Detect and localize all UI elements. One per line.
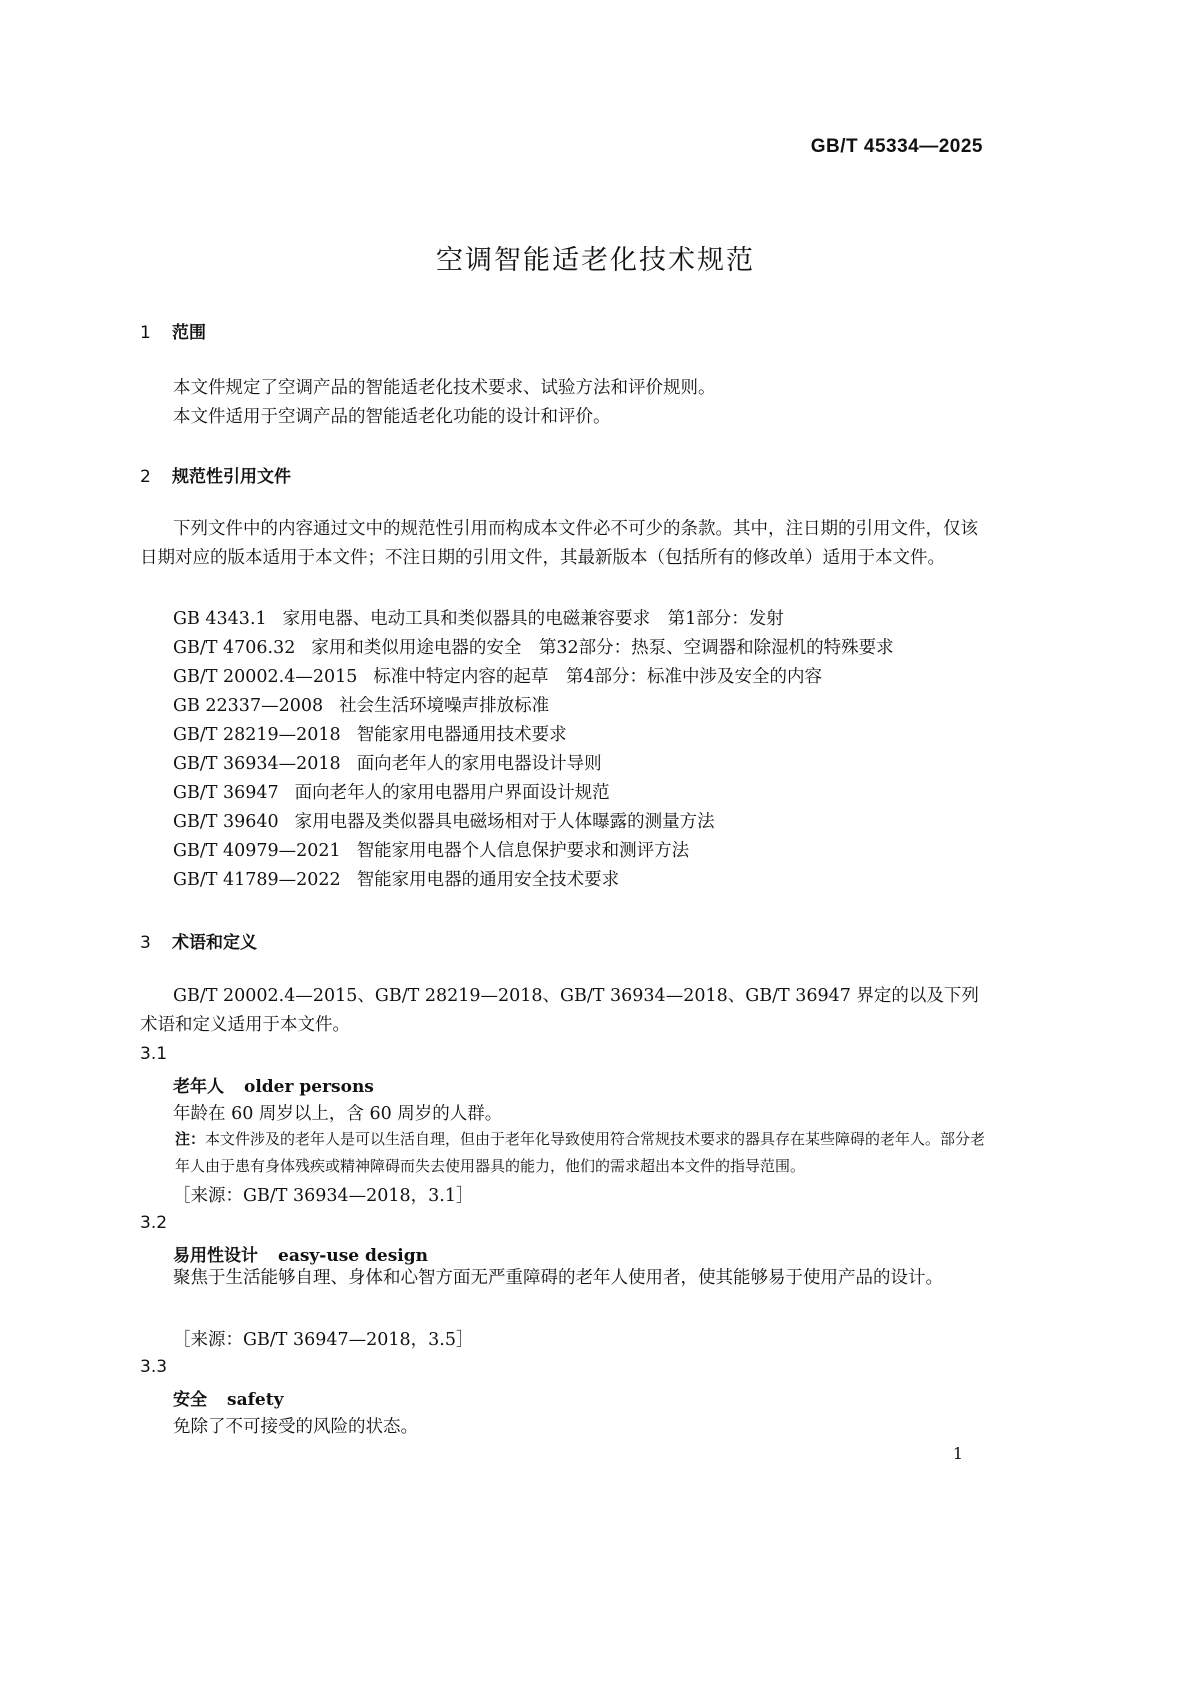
term-name-en: safety [227,1390,284,1410]
term-number: 3.2 [140,1213,168,1233]
section-number: 2 [140,467,151,487]
reference-code: GB/T 28219—2018 [173,725,341,745]
reference-code: GB/T 4706.32 [173,638,296,658]
reference-code: GB/T 41789—2022 [173,870,341,890]
term-name-en: older persons [244,1077,374,1097]
term-heading [173,1072,374,1097]
section-1-heading [140,318,206,343]
section-2-intro: 下列文件中的内容通过文中的规范性引用而构成本文件必不可少的条款。其中，注日期的引用文件，仅该日期对应的版本适用于本文件；不注日期的引用文件，其最新版本（包括所有的修改单）适用于本文件。 [140,519,978,568]
reference-item [173,779,610,804]
section-2-heading [140,462,291,487]
section-3-intro: GB/T 20002.4—2015、GB/T 28219—2018、GB/T 36934—2018、GB/T 36947 界定的以及下列术语和定义适用于本文件。 [140,986,979,1035]
section-title: 术语和定义 [172,933,257,953]
reference-item [173,808,715,833]
document-title: 空调智能适老化技术规范 [436,245,755,276]
section-number: 3 [140,933,151,953]
term-heading [173,1241,428,1266]
reference-title: 家用电器及类似器具电磁场相对于人体曝露的测量方法 [294,812,715,832]
standard-code: GB/T 45334—2025 [810,136,983,157]
reference-code: GB/T 20002.4—2015 [173,667,358,687]
term-name-zh: 安全 [173,1390,207,1410]
term-number: 3.3 [140,1357,168,1377]
term-number: 3.1 [140,1044,168,1064]
term-name-en: easy-use design [278,1246,428,1266]
reference-item [173,663,822,688]
reference-item [173,721,567,746]
section-3-heading [140,928,257,953]
section-1-para-1: 本文件规定了空调产品的智能适老化技术要求、试验方法和评价规则。 [173,378,716,398]
reference-code: GB/T 39640 [173,812,279,832]
term-definition: 免除了不可接受的风险的状态。 [173,1417,418,1437]
reference-code: GB/T 40979—2021 [173,841,341,861]
term-heading [173,1385,283,1410]
section-number: 1 [140,323,151,343]
term-name-zh: 易用性设计 [173,1246,258,1266]
reference-title: 标准中特定内容的起草 第4部分：标准中涉及安全的内容 [373,667,823,687]
reference-title: 家用电器、电动工具和类似器具的电磁兼容要求 第1部分：发射 [282,609,784,629]
term-source: ［来源：GB/T 36947—2018，3.5］ [173,1330,474,1350]
reference-code: GB/T 36934—2018 [173,754,341,774]
section-title: 范围 [172,323,206,343]
reference-code: GB 4343.1 [173,609,267,629]
term-name-zh: 老年人 [173,1077,224,1097]
reference-title: 智能家用电器个人信息保护要求和测评方法 [356,841,690,861]
reference-title: 家用和类似用途电器的安全 第32部分：热泵、空调器和除湿机的特殊要求 [311,638,894,658]
page-number: 1 [952,1444,963,1463]
reference-title: 智能家用电器的通用安全技术要求 [356,870,620,890]
reference-code: GB/T 36947 [173,783,279,803]
reference-item [173,605,784,630]
reference-title: 智能家用电器通用技术要求 [356,725,567,745]
reference-item [173,750,602,775]
term-definition: 年龄在 60 周岁以上，含 60 周岁的人群。 [173,1104,503,1124]
term-note [175,1126,993,1180]
term-source: ［来源：GB/T 36934—2018，3.1］ [173,1186,474,1206]
section-title: 规范性引用文件 [172,467,291,487]
reference-item [173,837,689,862]
term-definition: 聚焦于生活能够自理、身体和心智方面无严重障碍的老年人使用者，使其能够易于使用产品的设计。 [173,1268,943,1288]
reference-title: 面向老年人的家用电器用户界面设计规范 [294,783,610,803]
section-1-para-2: 本文件适用于空调产品的智能适老化功能的设计和评价。 [173,407,611,427]
note-label: 注： [175,1130,206,1148]
reference-title: 面向老年人的家用电器设计导则 [356,754,602,774]
reference-title: 社会生活环境噪声排放标准 [339,696,550,716]
reference-item [173,866,619,891]
reference-item [173,634,894,659]
reference-code: GB 22337—2008 [173,696,324,716]
reference-item [173,692,549,717]
note-text: 本文件涉及的老年人是可以生活自理，但由于老年化导致使用符合常规技术要求的器具存在某些障碍的老年人。部分老年人由于患有身体残疾或精神障碍而失去使用器具的能力，他们的需求超出本文件的指导范围。 [175,1130,986,1175]
